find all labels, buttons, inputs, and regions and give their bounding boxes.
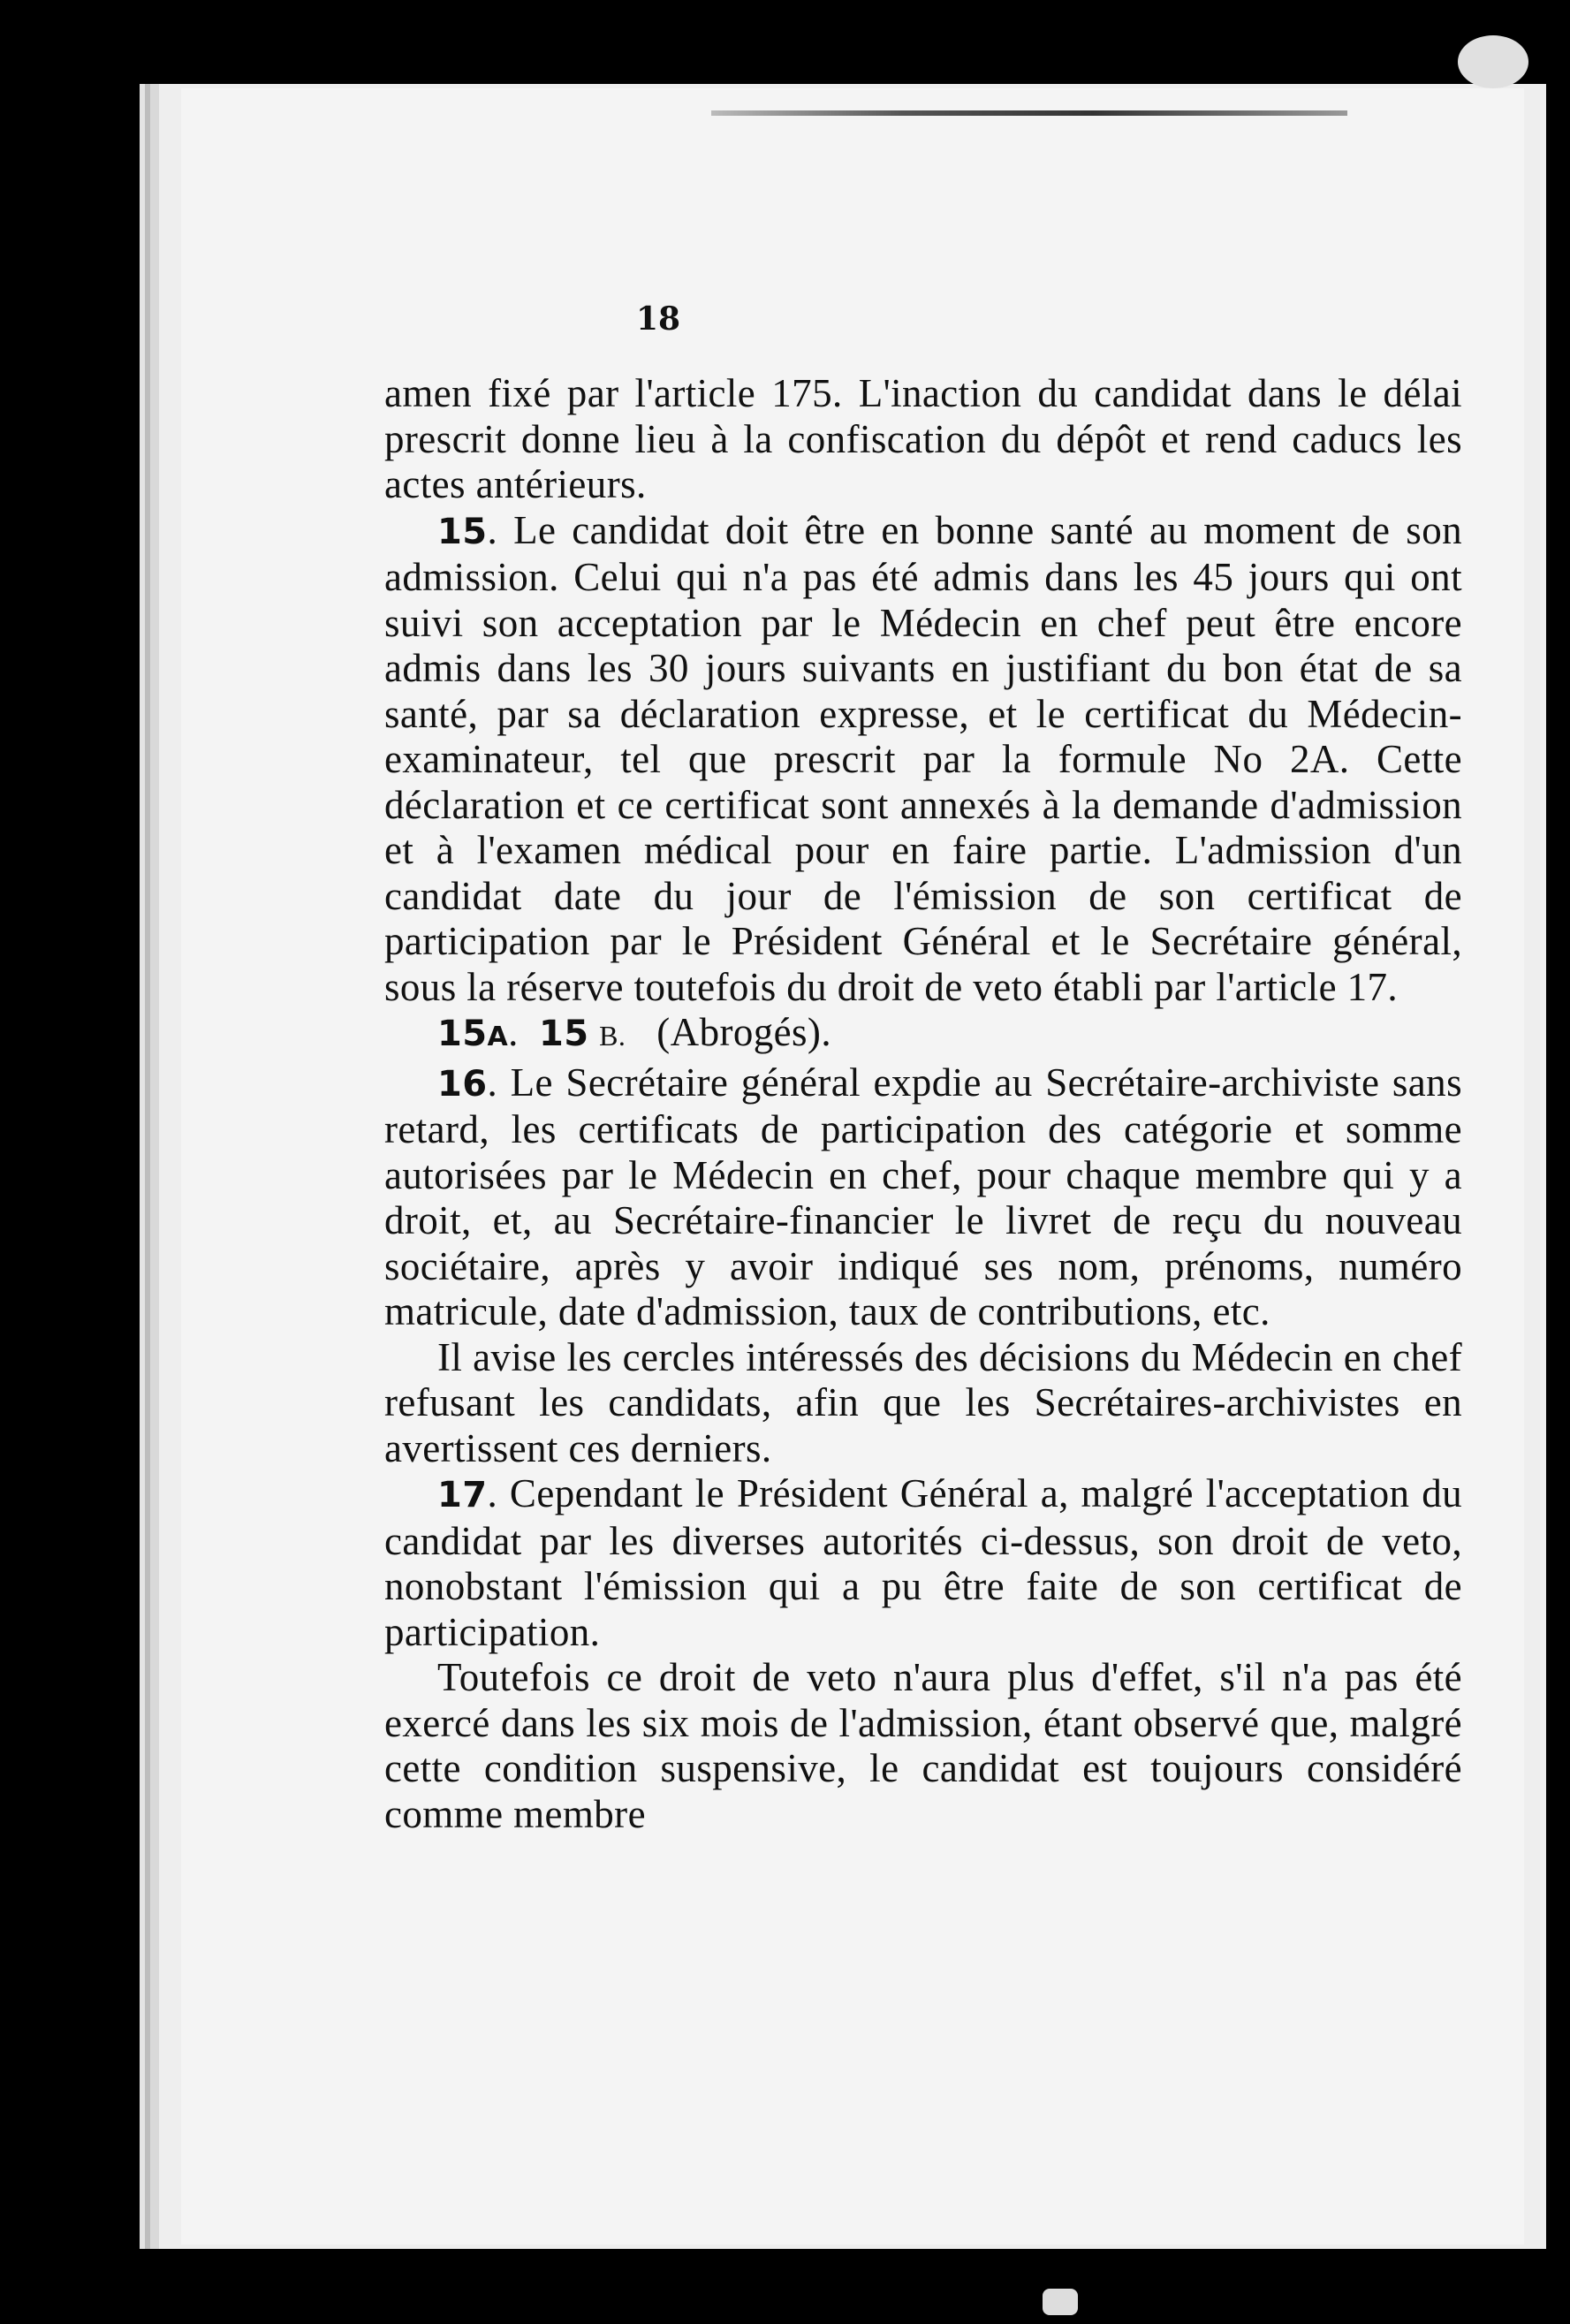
article-15a-suffix: A [487, 1021, 509, 1052]
scan-artifact-bottom [1043, 2289, 1078, 2315]
article-17 [384, 1471, 1462, 1655]
page-body [384, 371, 1462, 1837]
article-17-paragraph-2: Toutefois ce droit de veto n'aura plus d'effet, s'il n'a pas été exercé dans les six mois de l'admission, étant observé que, malgré cette condition suspensive, le candidat est toujours considéré comme membre [384, 1655, 1462, 1836]
page-top-rule [711, 110, 1347, 116]
article-17-number: 17 [437, 1475, 488, 1515]
article-15b-number: 15 [539, 1014, 589, 1054]
article-15b-suffix: B. [599, 1020, 626, 1052]
intro-paragraph: amen fixé par l'article 175. L'inaction du candidat dans le délai prescrit donne lieu à la confiscation du dépôt et rend caducs les actes antérieurs. [384, 371, 1462, 506]
article-15-number: 15 [437, 511, 488, 552]
page-number: 18 [635, 300, 681, 338]
article-15a-number: 15 [437, 1014, 488, 1054]
scan-artifact [1458, 35, 1528, 88]
article-15ab: 15A. 15 B. (Abrogés). [437, 1010, 831, 1054]
article-16-text: . Le Secrétaire général expdie au Secrétaire-archiviste sans retard, les certificats de participation des catégorie et somme autorisées par le Médecin en chef, pour chaque membre qui y a droit, et, au Secrétaire-financier le livret de reçu du nouveau sociétaire, après y avoir indiqué ses nom, prénoms, numéro matricule, date d'admission, taux de contributions, etc. [384, 1059, 1462, 1333]
article-15 [384, 508, 1462, 1011]
article-16 [384, 1060, 1462, 1335]
article-16-number: 16 [437, 1063, 488, 1105]
document-page [181, 88, 1524, 2244]
article-15-text: . Le candidat doit être en bonne santé au moment de son admission. Celui qui n'a pas été admis dans les 45 jours qui ont suivi son acceptation par le Médecin en chef peut être encore admis dans les 30 jours suivants en justifiant du bon état de sa santé, par sa déclaration expresse, et le certificat du Médecin-examinateur, tel que prescrit par la formule No 2A. Cette déclaration et ce certificat sont annexés à la demande d'admission et à l'examen médical pour en faire partie. L'admission d'un candidat date du jour de l'émission de son certificat de participation par le Président Général et le Secrétaire général, sous la réserve toutefois du droit de veto établi par l'article 17. [384, 507, 1462, 1009]
article-17-text: . Cependant le Président Général a, malgré l'acceptation du candidat par les diverses autorités ci-dessus, son droit de veto, nonobstant l'émission qui a pu être faite de son certificat de participation. [384, 1471, 1462, 1654]
article-15ab-text: (Abrogés). [656, 1010, 831, 1054]
article-16-paragraph-2: Il avise les cercles intéressés des décisions du Médecin en chef refusant les candidats, afin que les Secrétaires-archivistes en avertissent ces derniers. [384, 1334, 1462, 1470]
